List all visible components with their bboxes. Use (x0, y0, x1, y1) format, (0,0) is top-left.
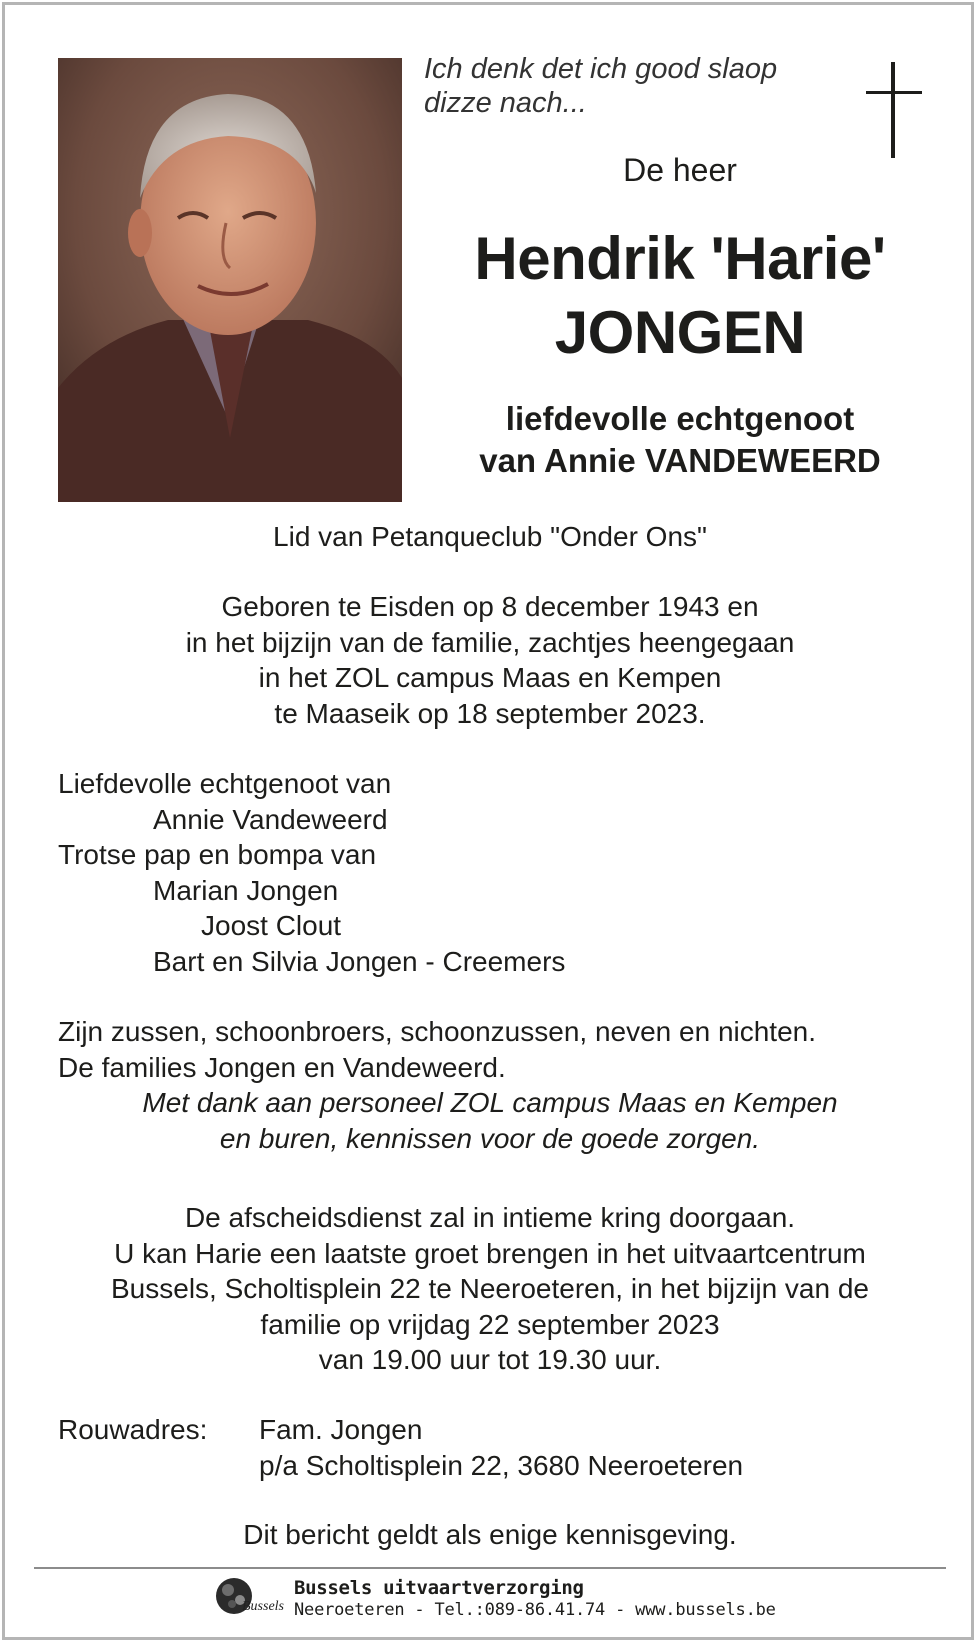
cross-icon (866, 62, 922, 158)
honorific: De heer (623, 152, 737, 188)
subtitle (420, 398, 940, 482)
birth-death-block (40, 589, 940, 731)
service-line: familie op vrijdag 22 september 2023 (260, 1308, 720, 1340)
child-name: Marian Jongen (153, 874, 339, 906)
thanks-block (40, 1085, 940, 1156)
funeral-home-contact: Neeroeteren - Tel.:089-86.41.74 - www.bussels.be (294, 1600, 776, 1620)
service-line: De afscheidsdienst zal in intieme kring doorgaan. (184, 1202, 796, 1233)
thanks-line: Met dank aan personeel ZOL campus Maas en Kempen (142, 1087, 838, 1118)
children-intro: Trotse pap en bompa van (58, 839, 377, 870)
membership: Lid van Petanqueclub "Onder Ons" (273, 521, 707, 552)
footer-divider (34, 1567, 946, 1569)
address-block (58, 1412, 743, 1483)
spouse-name: Annie Vandeweerd (153, 803, 388, 835)
service-line: Bussels, Scholtisplein 22 te Neeroeteren, in het bijzijn van de (111, 1273, 869, 1304)
quote-line: Ich denk det ich good slaop (424, 53, 778, 85)
child-name: Bart en Silvia Jongen - Creemers (153, 945, 566, 977)
quote (424, 52, 777, 120)
relatives-line: De families Jongen en Vandeweerd. (58, 1051, 506, 1083)
birth-death-line: in het ZOL campus Maas en Kempen (258, 662, 722, 693)
relatives-line: Zijn zussen, schoonbroers, schoonzussen, neven en nichten. (58, 1016, 817, 1047)
address-line: Fam. Jongen (259, 1414, 423, 1445)
address-line: p/a Scholtisplein 22, 3680 Neeroeteren (259, 1449, 744, 1481)
address-label: Rouwadres: (58, 1414, 208, 1445)
portrait-photo (58, 58, 402, 502)
deceased-last-name: JONGEN (554, 299, 806, 366)
birth-death-line: Geboren te Eisden op 8 december 1943 en (221, 591, 759, 622)
funeral-home-logo (212, 1574, 284, 1620)
spouse-intro: Liefdevolle echtgenoot van (58, 768, 392, 799)
service-line: U kan Harie een laatste groet brengen in het uitvaartcentrum (114, 1237, 866, 1269)
family-block (58, 766, 565, 979)
deceased-first-name: Hendrik 'Harie' (474, 225, 886, 292)
subtitle-line: van Annie VANDEWEERD (479, 442, 881, 479)
funeral-home-name: Bussels uitvaartverzorging (294, 1577, 584, 1599)
service-line: van 19.00 uur tot 19.30 uur. (318, 1344, 662, 1375)
birth-death-line: in het bijzijn van de familie, zachtjes heengegaan (185, 626, 795, 658)
child-partner-name: Joost Clout (201, 910, 342, 941)
logo-text: Bussels (242, 1599, 284, 1614)
service-block (40, 1200, 940, 1378)
quote-line: dizze nach... (424, 87, 587, 119)
notice: Dit bericht geldt als enige kennisgeving. (243, 1519, 737, 1550)
portrait-illustration (58, 58, 402, 502)
subtitle-line: liefdevolle echtgenoot (505, 400, 855, 437)
birth-death-line: te Maaseik op 18 september 2023. (274, 697, 706, 729)
relatives-block (58, 1014, 816, 1085)
address-lines (259, 1412, 743, 1483)
thanks-line: en buren, kennissen voor de goede zorgen. (219, 1122, 761, 1154)
deceased-name (420, 222, 940, 370)
